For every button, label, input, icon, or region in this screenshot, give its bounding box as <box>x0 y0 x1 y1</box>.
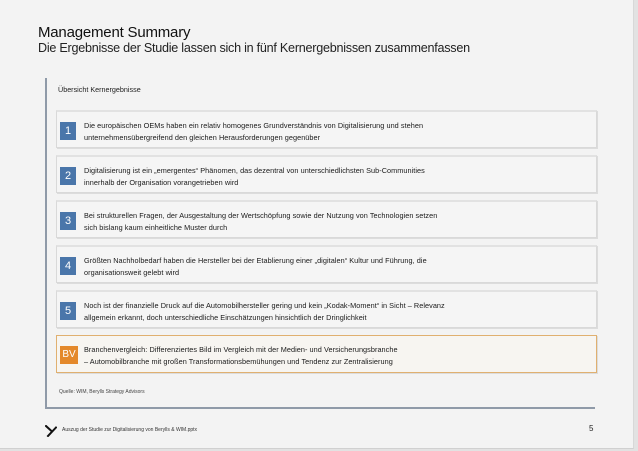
result-line-1: Größten Nachholbedarf haben die Hersteller bei der Etablierung einer „digitalen“ Kultur und Führung, die <box>84 256 427 265</box>
page-number: 5 <box>589 424 594 433</box>
result-line-2: allgemein erkannt, doch unterschiedliche Einschätzungen hinsichtlich der Dringlichkeit <box>84 313 367 322</box>
result-text <box>84 300 589 324</box>
footer-filename: Auszug der Studie zur Digitalisierung von Berylls & WIM.pptx <box>62 427 198 433</box>
result-line-1: Digitalisierung ist ein „emergentes“ Phänomen, das dezentral von unterschiedlichsten Sub-Communities <box>84 166 425 175</box>
berylls-logo-icon <box>45 425 57 437</box>
result-line-1: Noch ist der finanzielle Druck auf die Automobilhersteller gering und kein „Kodak-Moment“ in Sicht – Relevanz <box>84 301 445 310</box>
result-line-1: Branchenvergleich: Differenziertes Bild im Vergleich mit der Medien- und Versicherungsbranche <box>84 345 398 354</box>
result-text <box>84 120 589 144</box>
result-text <box>84 255 589 279</box>
number-badge: 4 <box>60 257 76 275</box>
source-note: Quelle: WIM, Berylls Strategy Advisors <box>59 389 145 395</box>
page-title: Management Summary <box>38 24 191 41</box>
result-line-2: unternehmensübergreifend den gleichen Herausforderungen gegenüber <box>84 133 321 142</box>
result-line-2: – Automobilbranche mit großen Transformationsbemühungen und Tendenz zur Zentralisierung <box>84 357 393 366</box>
number-badge: 2 <box>60 167 76 185</box>
result-item-1 <box>56 110 597 148</box>
result-item-2 <box>56 155 597 193</box>
result-item-5 <box>56 290 597 328</box>
number-badge: 5 <box>60 302 76 320</box>
bv-badge: BV <box>60 346 78 364</box>
result-line-2: organisationsweit gelebt wird <box>84 268 180 277</box>
result-text <box>84 344 589 368</box>
result-text <box>84 210 589 234</box>
result-item-industry-comparison <box>56 335 597 373</box>
result-line-1: Die europäischen OEMs haben ein relativ homogenes Grundverständnis von Digitalisierung und stehen <box>84 121 424 130</box>
result-line-2: sich bislang kaum einheitliche Muster durch <box>84 223 228 232</box>
result-text <box>84 165 589 189</box>
number-badge: 1 <box>60 122 76 140</box>
result-item-4 <box>56 245 597 283</box>
key-results-panel <box>45 78 595 409</box>
page-subtitle: Die Ergebnisse der Studie lassen sich in fünf Kernergebnissen zusammenfassen <box>38 41 470 55</box>
number-badge: 3 <box>60 212 76 230</box>
result-item-3 <box>56 200 597 238</box>
panel-title: Übersicht Kernergebnisse <box>58 85 141 94</box>
result-line-2: innerhalb der Organisation vorangetrieben wird <box>84 178 239 187</box>
result-line-1: Bei strukturellen Fragen, der Ausgestaltung der Wertschöpfung sowie der Nutzung von Technologien setzen <box>84 211 438 220</box>
